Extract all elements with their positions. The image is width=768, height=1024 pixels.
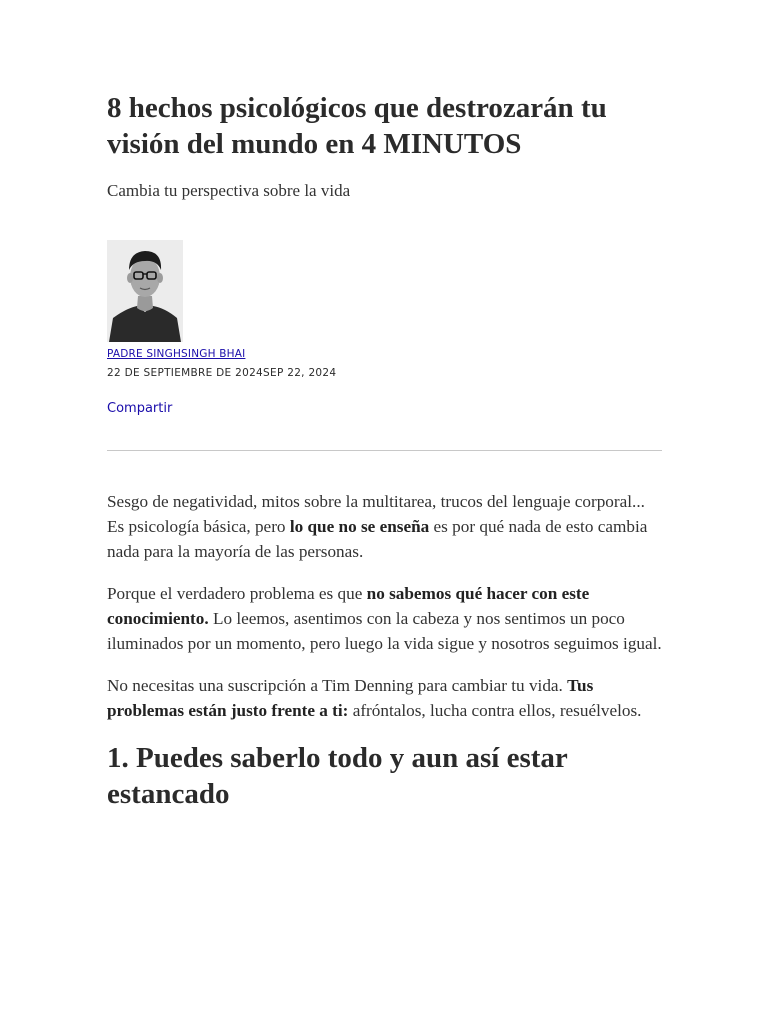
paragraph-bold: Tus problemas están justo frente a ti: — [107, 676, 594, 720]
publish-date: 22 DE SEPTIEMBRE DE 2024SEP 22, 2024 — [107, 367, 337, 379]
section-heading: 1. Puedes saberlo todo y aun así estar estancado — [107, 742, 568, 810]
author-avatar[interactable] — [107, 240, 183, 342]
share-link[interactable]: Compartir — [107, 401, 173, 416]
paragraph-text: Porque el verdadero problema es que — [107, 584, 367, 603]
article-body — [107, 489, 662, 812]
author-photo — [107, 240, 183, 342]
paragraph-text: afróntalos, lucha contra ellos, resuélvelos. — [348, 701, 642, 720]
paragraph-3 — [107, 673, 662, 723]
author-name-link[interactable]: PADRE SINGHSINGH BHAI — [107, 348, 246, 360]
paragraph-text: Sesgo de negatividad, mitos sobre la multitarea, trucos del lenguaje corporal... Es psicología básica, pero — [107, 492, 645, 536]
paragraph-bold: lo que no se enseña — [289, 517, 430, 536]
paragraph-text: es por qué nada de esto cambia nada para la mayoría de las personas. — [107, 517, 648, 561]
paragraph-text: Lo leemos, asentimos con la cabeza y nos sentimos un poco iluminados por un momento, pero luego la vida sigue y nosotros seguimos igual. — [107, 609, 662, 653]
divider — [107, 450, 662, 451]
paragraph-bold: no sabemos qué hacer con este conocimiento. — [107, 584, 590, 628]
paragraph-text: No necesitas una suscripción a Tim Denning para cambiar tu vida. — [107, 676, 568, 695]
paragraph-1 — [107, 489, 662, 564]
article — [107, 90, 662, 812]
article-title: 8 hechos psicológicos que destrozarán tu visión del mundo en 4 MINUTOS — [107, 92, 607, 160]
paragraph-2 — [107, 581, 662, 656]
article-subtitle: Cambia tu perspectiva sobre la vida — [107, 181, 351, 200]
